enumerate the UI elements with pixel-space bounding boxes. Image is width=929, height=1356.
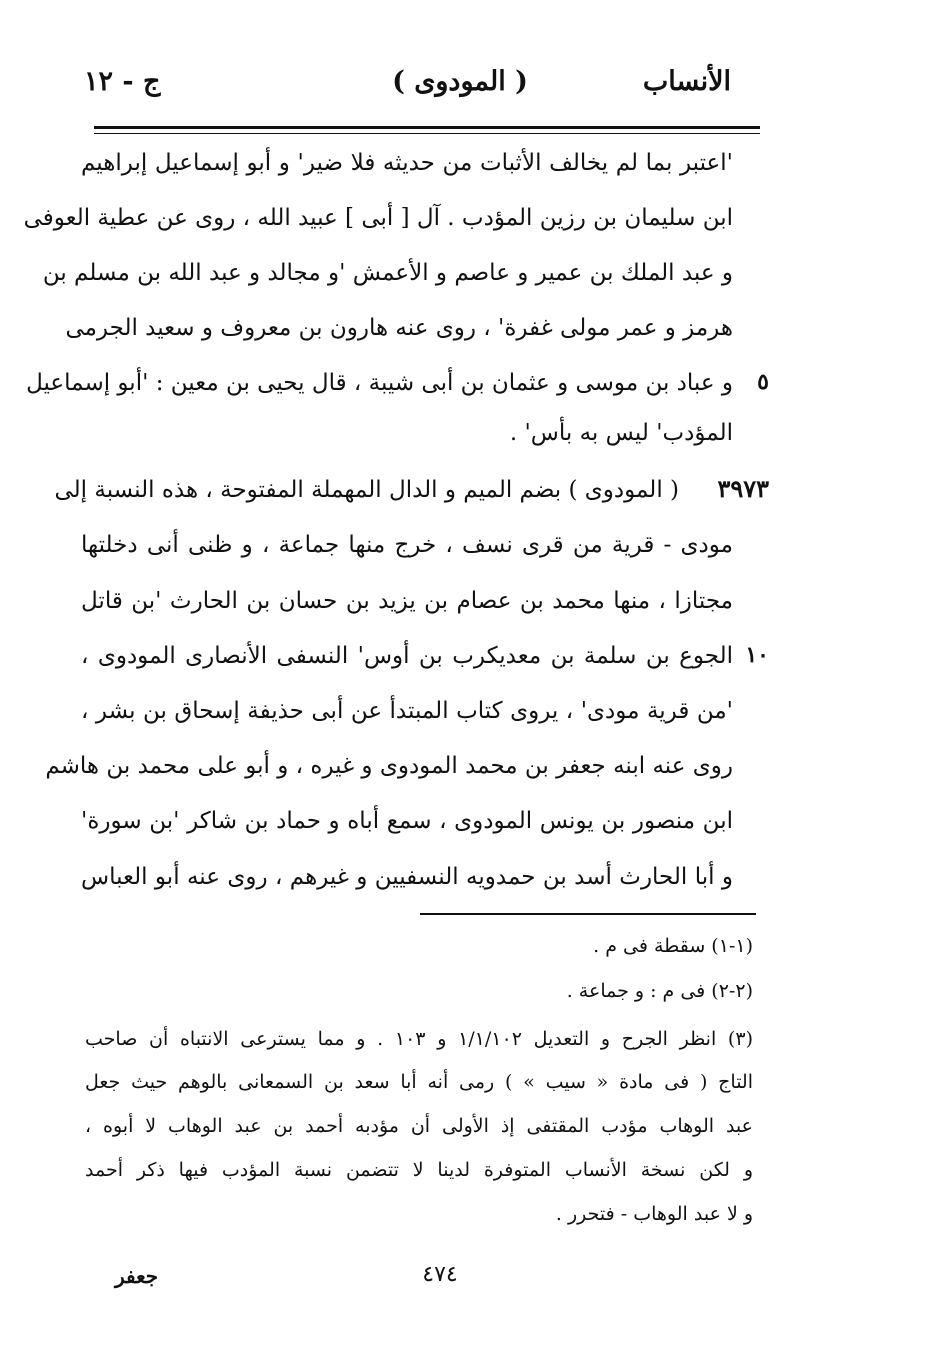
body-line-8: مودى - قرية من قرى نسف ، خرج منها جماعة ، و ظنى أنى دخلتها (81, 532, 733, 558)
catchword: جعفر (115, 1264, 159, 1288)
body-line-11: 'من قرية مودى' ، يروى كتاب المبتدأ عن أبى حذيفة إسحاق بن بشر ، (81, 698, 733, 724)
body-line-3: و عبد الملك بن عمير و عاصم و الأعمش 'و مجالد و عبد الله بن مسلم بن (42, 260, 733, 286)
body-line-4: هرمز و عمر مولى غفرة' ، روى عنه هارون بن معروف و سعيد الجرمى (65, 315, 733, 341)
running-head-entry-title: ( المودوى ) (392, 66, 528, 97)
running-head-volume: ج - ١٢ (84, 66, 161, 97)
footnote-3-line-2: التاج ( فى مادة « سيب » ) رمى أنه أبا سعد بن السمعانى بالوهم حيث جعل (85, 1071, 753, 1093)
body-line-5: و عباد بن موسى و عثمان بن أبى شيبة ، قال يحيى بن معين : 'أبو إسماعيل (26, 370, 733, 396)
line-number-10: ١٠ (745, 642, 769, 668)
running-head-book-title: الأنساب (642, 66, 731, 97)
body-line-10: الجوع بن سلمة بن معديكرب بن أوس' النسفى الأنصارى المودوى ، (81, 643, 733, 669)
header-rule-thick (94, 126, 760, 129)
body-line-7: ( المودوى ) بضم الميم و الدال المهملة المفتوحة ، هذه النسبة إلى (54, 477, 679, 503)
entry-number: ٣٩٧٣ (717, 474, 769, 503)
footnote-rule (420, 913, 756, 915)
body-line-14: و أبا الحارث أسد بن حمدويه النسفيين و غيرهم ، روى عنه أبو العباس (81, 864, 733, 890)
footnote-3-line-4: و لكن نسخة الأنساب المتوفرة لدينا لا تتضمن نسبة المؤدب فيها ذكر أحمد (85, 1159, 753, 1181)
header-rule-thin (94, 133, 760, 134)
footnote-1: (١-١) سقطة فى م . (593, 935, 753, 957)
footnote-3-line-3: عبد الوهاب مؤدب المقتفى إذ الأولى أن مؤدبه أحمد بن عبد الوهاب لا أبوه ، (85, 1115, 753, 1137)
footnote-3-line-1: (٣) انظر الجرح و التعديل ١/١/١٠٢ و ١٠٣ . و مما يسترعى الانتباه أن صاحب (85, 1028, 753, 1050)
footnote-2: (٢-٢) فى م : و جماعة . (566, 980, 753, 1002)
body-line-9: مجتازا ، منها محمد بن عصام بن يزيد بن حسان بن الحارث 'بن قاتل (81, 588, 733, 614)
body-line-1: 'اعتبر بما لم يخالف الأثبات من حديثه فلا ضير' و أبو إسماعيل إبراهيم (81, 150, 733, 176)
body-line-2: ابن سليمان بن رزين المؤدب . آل [ أبى ] عبيد الله ، روى عن عطية العوفى (23, 205, 733, 231)
body-line-6: المؤدب' ليس به بأس' . (509, 420, 733, 446)
body-line-12: روى عنه ابنه جعفر بن محمد المودوى و غيره ، و أبو على محمد بن هاشم (45, 753, 733, 779)
page-number: ٤٧٤ (422, 1262, 458, 1287)
footnote-3-line-5: و لا عبد الوهاب - فتحرر . (555, 1203, 753, 1225)
line-number-5: ٥ (757, 369, 769, 395)
body-line-13: ابن منصور بن يونس المودوى ، سمع أباه و حماد بن شاكر 'بن سورة' (81, 808, 733, 834)
